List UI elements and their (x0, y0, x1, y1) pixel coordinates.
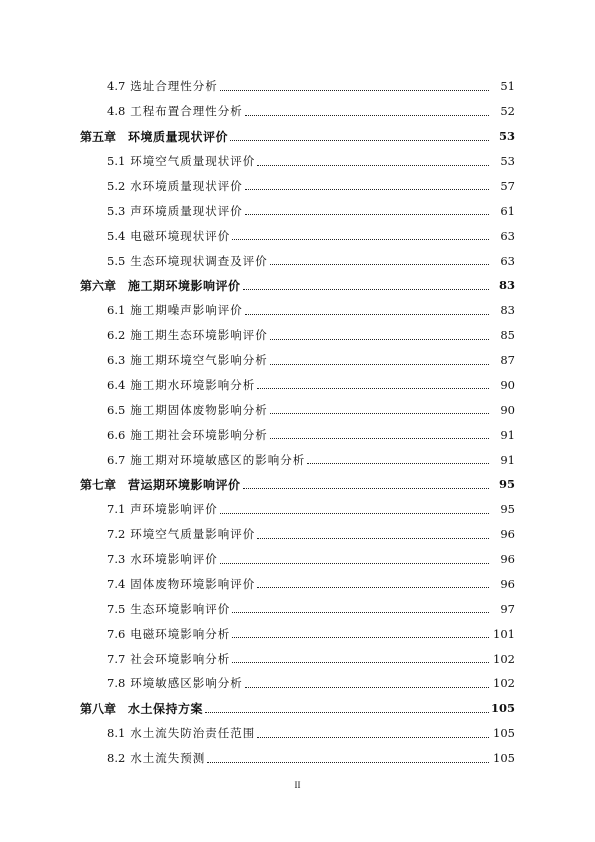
toc-entry-number: 5.5 (107, 253, 126, 268)
toc-entry-number: 7.1 (107, 502, 126, 517)
toc-section-entry[interactable] (0, 99, 595, 124)
toc-section-entry[interactable] (0, 497, 595, 522)
toc-entry-number: 6.4 (107, 377, 126, 392)
toc-entry-page-number: 96 (500, 576, 515, 591)
toc-entry-number: 6.3 (107, 353, 126, 368)
toc-entry-title: 生态环境影响评价 (130, 601, 231, 616)
toc-entry-number: 7.8 (107, 676, 126, 691)
toc-section-entry[interactable] (0, 397, 595, 422)
toc-entry-title: 施工期对环境敏感区的影响分析 (130, 452, 306, 467)
toc-entry-number: 6.6 (107, 427, 126, 442)
dot-leader (245, 189, 489, 190)
toc-entry-number: 8.1 (107, 726, 126, 741)
dot-leader (245, 115, 489, 116)
toc-entry-number: 7.5 (107, 601, 126, 616)
toc-entry-title: 施工期水环境影响分析 (130, 377, 256, 392)
toc-entry-title: 施工期社会环境影响分析 (130, 427, 268, 442)
toc-entry-title: 水土流失预测 (130, 751, 206, 766)
dot-leader (270, 438, 489, 439)
toc-entry-page-number: 105 (493, 726, 515, 741)
dot-leader (245, 687, 489, 688)
toc-entry-number: 7.2 (107, 527, 126, 542)
toc-section-entry[interactable] (0, 671, 595, 696)
toc-entry-page-number: 91 (500, 427, 515, 442)
toc-entry-page-number: 57 (500, 178, 515, 193)
toc-entry-number: 第七章 (80, 477, 117, 492)
toc-section-entry[interactable] (0, 248, 595, 273)
toc-entry-page-number: 102 (493, 651, 515, 666)
toc-entry-title: 施工期环境空气影响分析 (130, 353, 268, 368)
dot-leader (207, 762, 489, 763)
toc-entry-page-number: 90 (500, 377, 515, 392)
toc-entry-number: 6.7 (107, 452, 126, 467)
toc-entry-title: 环境质量现状评价 (128, 129, 229, 144)
dot-leader (220, 513, 489, 514)
toc-section-entry[interactable] (0, 721, 595, 746)
toc-entry-title: 声环境质量现状评价 (130, 203, 243, 218)
toc-entry-title: 营运期环境影响评价 (128, 477, 241, 492)
toc-section-entry[interactable] (0, 373, 595, 398)
dot-leader (243, 488, 489, 489)
table-of-contents (0, 74, 595, 771)
toc-entry-title: 电磁环境影响分析 (130, 626, 231, 641)
toc-entry-page-number: 63 (500, 253, 515, 268)
toc-entry-number: 第五章 (80, 129, 117, 144)
toc-section-entry[interactable] (0, 522, 595, 547)
toc-entry-page-number: 91 (500, 452, 515, 467)
toc-section-entry[interactable] (0, 223, 595, 248)
toc-entry-title: 声环境影响评价 (130, 502, 218, 517)
dot-leader (257, 737, 489, 738)
toc-entry-page-number: 95 (500, 502, 515, 517)
toc-entry-number: 7.4 (107, 576, 126, 591)
dot-leader (257, 165, 489, 166)
toc-entry-page-number: 97 (500, 601, 515, 616)
toc-entry-number: 5.3 (107, 203, 126, 218)
toc-entry-number: 6.1 (107, 303, 126, 318)
toc-chapter-entry[interactable] (0, 696, 595, 721)
toc-section-entry[interactable] (0, 547, 595, 572)
toc-entry-page-number: 105 (491, 701, 516, 716)
dot-leader (270, 339, 489, 340)
toc-entry-number: 第八章 (80, 701, 117, 716)
toc-section-entry[interactable] (0, 746, 595, 771)
toc-entry-number: 5.2 (107, 178, 126, 193)
toc-entry-page-number: 101 (493, 626, 515, 641)
toc-section-entry[interactable] (0, 323, 595, 348)
toc-entry-title: 环境空气质量影响评价 (130, 527, 256, 542)
toc-section-entry[interactable] (0, 348, 595, 373)
toc-entry-title: 工程布置合理性分析 (130, 104, 243, 119)
toc-entry-title: 水土保持方案 (128, 701, 204, 716)
toc-chapter-entry[interactable] (0, 273, 595, 298)
dot-leader (257, 388, 489, 389)
dot-leader (243, 289, 489, 290)
dot-leader (257, 538, 489, 539)
page-number-footer: II (294, 780, 301, 790)
toc-entry-page-number: 52 (500, 104, 515, 119)
toc-entry-number: 7.7 (107, 651, 126, 666)
toc-entry-title: 选址合理性分析 (130, 79, 218, 94)
toc-entry-title: 社会环境影响分析 (130, 651, 231, 666)
toc-entry-page-number: 83 (498, 278, 515, 293)
dot-leader (270, 413, 489, 414)
toc-entry-number: 8.2 (107, 751, 126, 766)
dot-leader (230, 140, 489, 141)
toc-section-entry[interactable] (0, 447, 595, 472)
dot-leader (270, 364, 489, 365)
toc-entry-number: 7.3 (107, 552, 126, 567)
dot-leader (232, 239, 489, 240)
dot-leader (220, 90, 489, 91)
toc-entry-page-number: 102 (493, 676, 515, 691)
toc-entry-title: 环境空气质量现状评价 (130, 154, 256, 169)
toc-entry-page-number: 53 (498, 129, 515, 144)
dot-leader (245, 214, 489, 215)
dot-leader (257, 587, 489, 588)
toc-entry-number: 4.7 (107, 79, 126, 94)
toc-entry-page-number: 87 (500, 353, 515, 368)
toc-entry-number: 6.5 (107, 402, 126, 417)
toc-section-entry[interactable] (0, 298, 595, 323)
dot-leader (245, 314, 489, 315)
toc-entry-title: 电磁环境现状评价 (130, 228, 231, 243)
toc-section-entry[interactable] (0, 149, 595, 174)
toc-entry-title: 固体废物环境影响评价 (130, 576, 256, 591)
toc-entry-page-number: 61 (500, 203, 515, 218)
dot-leader (270, 264, 489, 265)
dot-leader (220, 563, 489, 564)
toc-entry-number: 5.1 (107, 154, 126, 169)
toc-chapter-entry[interactable] (0, 472, 595, 497)
toc-section-entry[interactable] (0, 198, 595, 223)
toc-entry-title: 施工期固体废物影响分析 (130, 402, 268, 417)
toc-section-entry[interactable] (0, 621, 595, 646)
toc-section-entry[interactable] (0, 646, 595, 671)
toc-chapter-entry[interactable] (0, 124, 595, 149)
dot-leader (307, 463, 489, 464)
toc-entry-title: 水环境质量现状评价 (130, 178, 243, 193)
toc-entry-number: 4.8 (107, 104, 126, 119)
toc-entry-number: 第六章 (80, 278, 117, 293)
toc-entry-title: 生态环境现状调查及评价 (130, 253, 268, 268)
toc-section-entry[interactable] (0, 74, 595, 99)
dot-leader (232, 662, 489, 663)
toc-entry-number: 7.6 (107, 626, 126, 641)
toc-entry-page-number: 63 (500, 228, 515, 243)
toc-section-entry[interactable] (0, 572, 595, 597)
toc-section-entry[interactable] (0, 596, 595, 621)
dot-leader (232, 637, 489, 638)
toc-entry-page-number: 90 (500, 402, 515, 417)
toc-section-entry[interactable] (0, 174, 595, 199)
toc-entry-page-number: 95 (498, 477, 515, 492)
toc-entry-title: 水环境影响评价 (130, 552, 218, 567)
toc-section-entry[interactable] (0, 422, 595, 447)
toc-entry-title: 施工期生态环境影响评价 (130, 328, 268, 343)
toc-entry-title: 施工期环境影响评价 (128, 278, 241, 293)
toc-entry-title: 施工期噪声影响评价 (130, 303, 243, 318)
toc-entry-page-number: 96 (500, 552, 515, 567)
dot-leader (232, 612, 489, 613)
dot-leader (205, 712, 489, 713)
toc-entry-page-number: 85 (500, 328, 515, 343)
toc-entry-page-number: 53 (500, 154, 515, 169)
toc-entry-page-number: 96 (500, 527, 515, 542)
toc-entry-page-number: 51 (500, 79, 515, 94)
toc-entry-number: 5.4 (107, 228, 126, 243)
toc-entry-page-number: 105 (493, 751, 515, 766)
toc-entry-number: 6.2 (107, 328, 126, 343)
toc-entry-title: 水土流失防治责任范围 (130, 726, 256, 741)
toc-entry-title: 环境敏感区影响分析 (130, 676, 243, 691)
toc-entry-page-number: 83 (500, 303, 515, 318)
